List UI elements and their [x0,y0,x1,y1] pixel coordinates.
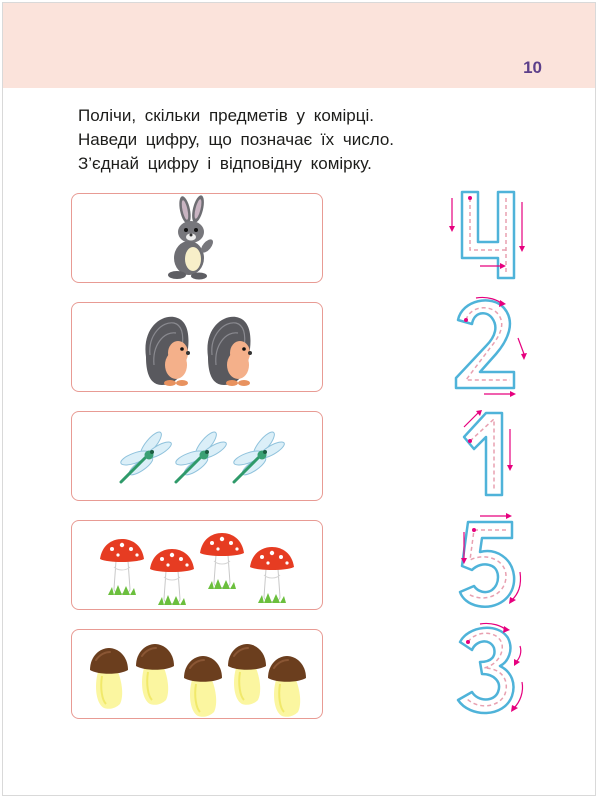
page-number: 10 [523,58,542,77]
hedgehog-icon [145,317,190,386]
trace-digit-3[interactable] [440,620,530,730]
task-instructions [78,104,418,176]
fly-agaric-icon [150,549,194,605]
trace-digit-1[interactable] [440,403,530,513]
brown-mushroom-icon [268,656,306,717]
rabbit-icon [168,194,215,279]
instruction-line-3: З’єднай цифру і відповідну комірку. [78,154,372,173]
dragonfly-icon [232,429,286,482]
fly-agaric-icon [100,539,144,595]
trace-digit-5[interactable] [440,512,530,622]
hedgehog-icon [207,317,252,386]
header-band [3,3,595,88]
brown-mushroom-icon [184,656,222,717]
instruction-line-1: Полічи, скільки предметів у комірці. [78,106,374,125]
fly-agaric-icon [200,533,244,589]
brown-mushroom-icon [90,648,128,709]
trace-digit-2[interactable] [440,294,530,404]
counting-cell-brown-mushrooms[interactable] [71,629,323,719]
fly-agaric-icon [250,547,294,603]
brown-mushroom-icon [136,644,174,705]
dragonfly-icon [119,429,173,482]
trace-digit-4[interactable] [440,186,530,296]
counting-cell-rabbits[interactable] [71,193,323,283]
instruction-line-2: Наведи цифру, що позначає їх число. [78,130,395,149]
dragonfly-icon [174,429,228,482]
counting-cell-fly-agarics[interactable] [71,520,323,610]
counting-cell-hedgehogs[interactable] [71,302,323,392]
brown-mushroom-icon [228,644,266,705]
counting-cell-dragonflies[interactable] [71,411,323,501]
